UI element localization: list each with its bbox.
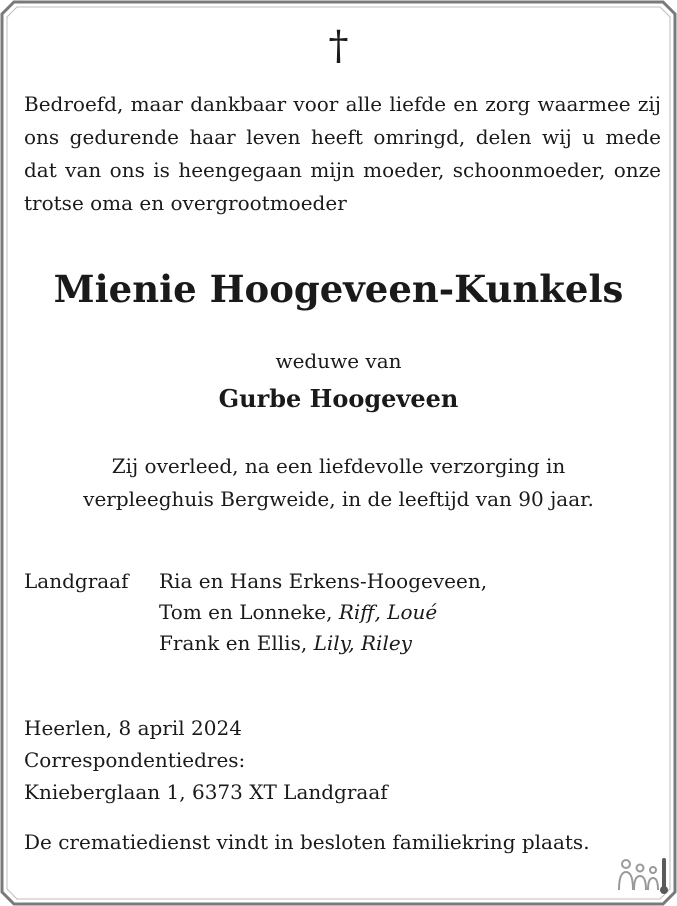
passing-text <box>0 450 677 516</box>
family-place: Landgraaf <box>24 569 129 593</box>
spouse-name: Gurbe Hoogeveen <box>218 384 459 413</box>
closing-text: De crematiedienst vindt in besloten familiekring plaats. <box>24 830 590 854</box>
passing-line-2: verpleeghuis Bergweide, in de leeftijd van 90 jaar. <box>83 487 594 511</box>
family-logo-icon <box>612 852 672 896</box>
family-grandchildren: Lily, Riley <box>313 631 412 655</box>
family-grandchildren: Riff, Loué <box>338 600 438 624</box>
widow-label: weduwe van <box>275 349 402 373</box>
passing-line-1: Zij overleed, na een liefdevolle verzorging in <box>111 454 566 478</box>
correspondence-label: Correspondentiedres: <box>24 748 246 772</box>
correspondence-address: Kniebergl​aan 1, 6373 XT Landgraaf <box>24 780 388 804</box>
family-names: Frank en Ellis, <box>159 631 314 655</box>
deceased-name: Mienie Hoogeveen-Kunkels <box>53 267 624 311</box>
cross-icon: † <box>328 23 349 69</box>
family-names: Tom en Lonneke, <box>159 600 339 624</box>
family-line <box>159 597 487 628</box>
footer-block <box>24 712 388 808</box>
place-date: Heerlen, 8 april 2024 <box>24 716 242 740</box>
family-names: Ria en Hans Erkens-Hoogeveen, <box>159 569 488 593</box>
family-line <box>159 566 487 597</box>
family-line <box>159 628 487 659</box>
family-list <box>159 566 487 659</box>
intro-text: Bedroefd, maar dankbaar voor alle liefde en zorg waarmee zij ons gedurende haar leven heeft omringd, delen wij u mede dat van ons is heengegaan mijn moeder, schoonmoeder, onze trotse oma en overgrootmoeder <box>24 92 661 215</box>
